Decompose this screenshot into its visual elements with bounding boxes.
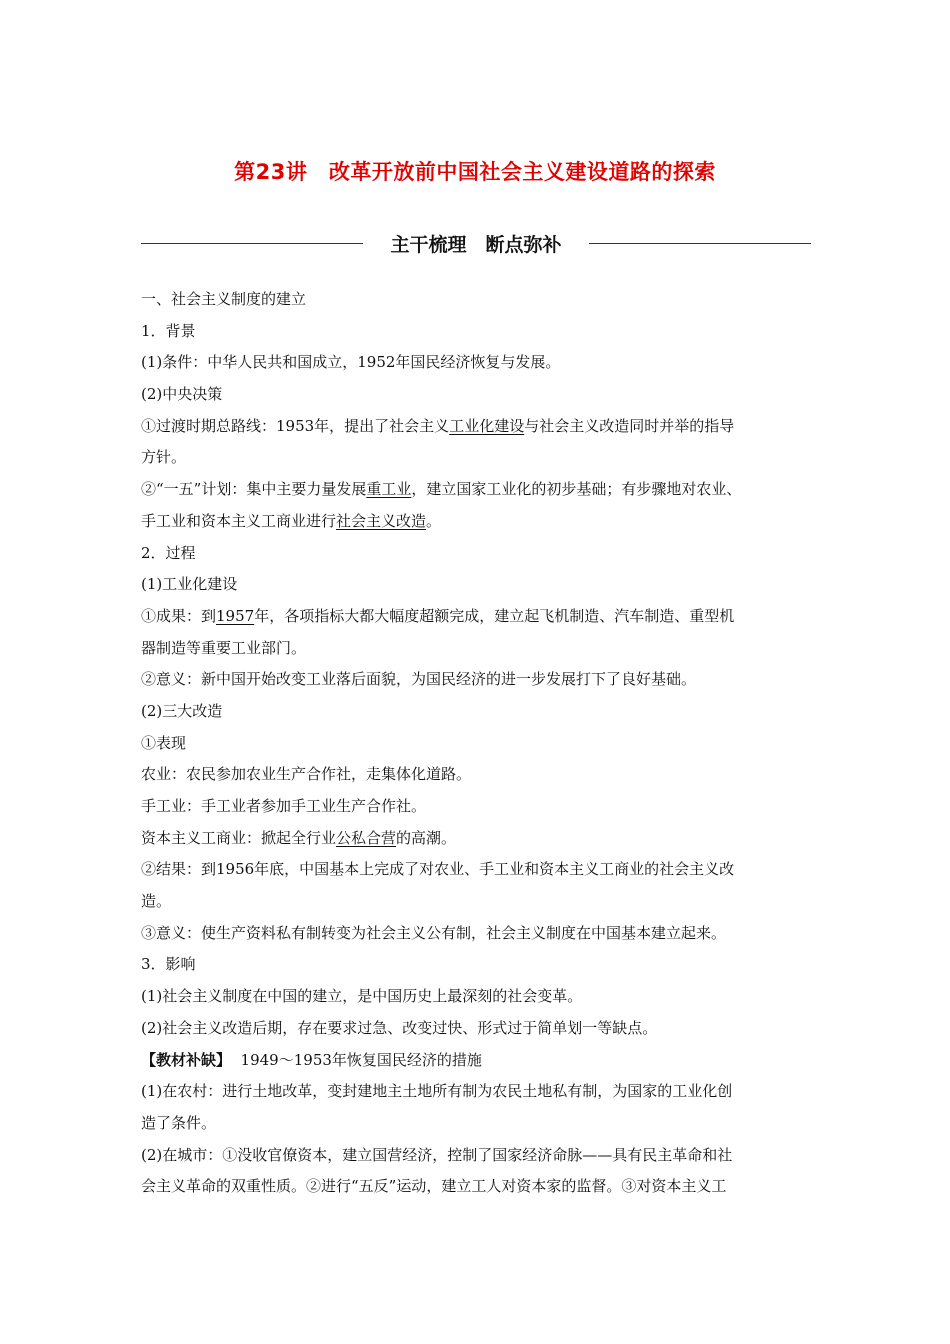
- text-span: 1．背景: [141, 321, 196, 340]
- text-line: [141, 442, 813, 474]
- text-span: ③意义：使生产资料私有制转变为社会主义公有制，社会主义制度在中国基本建立起来。: [141, 923, 727, 942]
- text-line: [141, 981, 813, 1013]
- text-span: 的高潮。: [396, 828, 457, 847]
- text-line: [141, 918, 813, 950]
- text-line: [141, 854, 813, 886]
- underlined-term: 工业化建设: [449, 416, 525, 435]
- text-span: 资本主义工商业：掀起全行业: [141, 828, 337, 847]
- text-line: [141, 569, 813, 601]
- divider-right: [589, 243, 811, 244]
- text-line: [141, 1076, 813, 1108]
- text-span: 。: [426, 511, 442, 530]
- text-line: [141, 316, 813, 348]
- text-line: [141, 538, 813, 570]
- text-span: ①表现: [141, 733, 187, 752]
- underlined-term: 公私合营: [336, 828, 397, 847]
- text-line: [141, 664, 813, 696]
- document-body: [141, 284, 813, 1203]
- section-header-label: 主干梳理 断点弥补: [390, 234, 562, 256]
- text-line: [141, 696, 813, 728]
- divider-left: [141, 243, 363, 244]
- text-span: ①过渡时期总路线：1953年，提出了社会主义: [141, 416, 450, 435]
- section-header: [141, 230, 811, 258]
- text-span: 3．影响: [141, 955, 196, 974]
- text-span: (1)条件：中华人民共和国成立，1952年国民经济恢复与发展。: [141, 353, 561, 372]
- text-line: [141, 347, 813, 379]
- text-line: [141, 601, 813, 633]
- text-line: [141, 1171, 813, 1203]
- text-span: 一、社会主义制度的建立: [141, 290, 307, 308]
- text-line: [141, 791, 813, 823]
- text-line: [141, 728, 813, 760]
- text-span: ②“一五”计划：集中主要力量发展: [141, 480, 367, 499]
- text-span: 年，各项指标大都大幅度超额完成，建立起飞机制造、汽车制造、重型机: [254, 606, 735, 625]
- text-line: [141, 1045, 813, 1077]
- text-span: (1)工业化建设: [141, 575, 238, 594]
- text-span: 2．过程: [141, 543, 196, 562]
- text-line: [141, 823, 813, 855]
- text-span: (2)社会主义改造后期，存在要求过急、改变过快、形式过于简单划一等缺点。: [141, 1018, 658, 1037]
- text-span: 会主义革命的双重性质。②进行“五反”运动，建立工人对资本家的监督。③对资本主义工: [141, 1177, 727, 1196]
- text-span: (2)中央决策: [141, 385, 223, 404]
- underlined-term: 1957: [216, 606, 255, 625]
- text-span: (1)在农村：进行土地改革，变封建地主土地所有制为农民土地私有制，为国家的工业化创: [141, 1082, 733, 1101]
- text-line: [141, 1108, 813, 1140]
- text-line: [141, 633, 813, 665]
- text-line: [141, 506, 813, 538]
- text-span: (2)在城市：①没收官僚资本，建立国营经济，控制了国家经济命脉——具有民主革命和社: [141, 1145, 733, 1164]
- text-line: [141, 1013, 813, 1045]
- text-span: ②结果：到1956年底，中国基本上完成了对农业、手工业和资本主义工商业的社会主义改: [141, 860, 735, 879]
- text-span: 方针。: [141, 448, 187, 467]
- text-span: 手工业和资本主义工商业进行: [141, 511, 337, 530]
- text-span: 手工业：手工业者参加手工业生产合作社。: [141, 797, 427, 815]
- text-line: [141, 411, 813, 443]
- text-span: 造了条件。: [141, 1113, 217, 1132]
- text-line: [141, 379, 813, 411]
- text-span: 器制造等重要工业部门。: [141, 638, 307, 657]
- text-span: ①成果：到: [141, 606, 217, 625]
- text-span: (1)社会主义制度在中国的建立，是中国历史上最深刻的社会变革。: [141, 987, 583, 1006]
- text-span: (2)三大改造: [141, 701, 223, 720]
- page-title: 第23讲 改革开放前中国社会主义建设道路的探索: [234, 160, 716, 184]
- text-span: 农业：农民参加农业生产合作社，走集体化道路。: [141, 765, 472, 784]
- text-span: 1949～1953年恢复国民经济的措施: [231, 1050, 482, 1069]
- text-span: ，建立国家工业化的初步基础；有步骤地对农业、: [411, 480, 742, 499]
- text-line: [141, 886, 813, 918]
- text-line: [141, 1140, 813, 1172]
- text-line: [141, 759, 813, 791]
- underlined-term: 社会主义改造: [336, 511, 427, 530]
- text-line: [141, 474, 813, 506]
- underlined-term: 重工业: [366, 480, 412, 499]
- text-line: [141, 284, 813, 316]
- text-line: [141, 949, 813, 981]
- text-span: ②意义：新中国开始改变工业落后面貌，为国民经济的进一步发展打下了良好基础。: [141, 670, 697, 689]
- text-span: 与社会主义改造同时并举的指导: [524, 416, 735, 435]
- supplement-tag: 【教材补缺】: [141, 1050, 232, 1069]
- text-span: 造。: [141, 892, 172, 911]
